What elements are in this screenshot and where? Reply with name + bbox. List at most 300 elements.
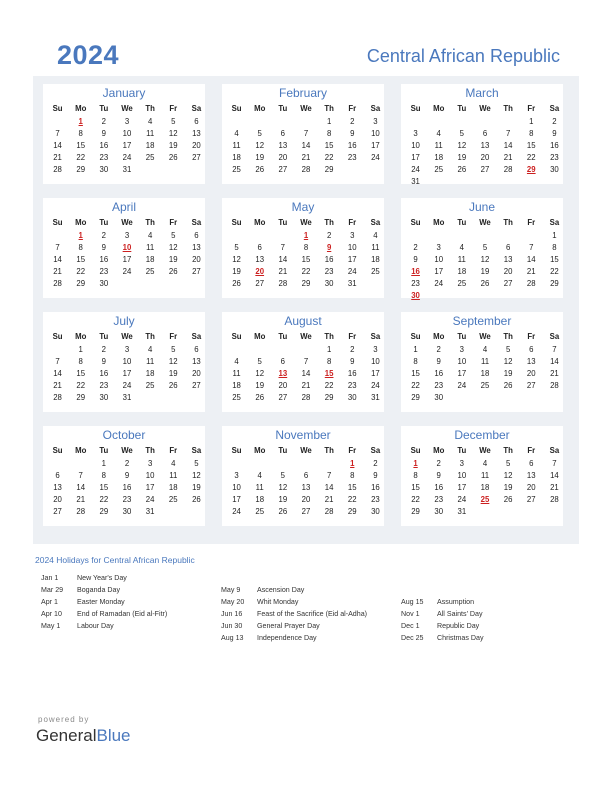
holiday-row	[221, 586, 367, 598]
holiday-date: Dec 25	[401, 634, 424, 643]
week-row	[225, 494, 387, 506]
day-cell: 23	[324, 267, 334, 276]
day-cell: 30	[347, 393, 357, 402]
day-cell: 11	[255, 483, 264, 492]
weekday-label: Tu	[457, 218, 467, 227]
day-cell: 31	[411, 177, 420, 186]
weekday-label: Sa	[549, 218, 560, 227]
day-cell: 18	[480, 369, 490, 378]
weekday-label: Mo	[75, 446, 87, 455]
day-cell	[271, 230, 294, 242]
week-row	[225, 344, 387, 356]
day-cell: 8	[78, 243, 83, 252]
weekday-label: Su	[231, 218, 242, 227]
day-cell	[271, 344, 294, 356]
week-row	[46, 242, 208, 254]
day-cell: 18	[232, 381, 241, 390]
weekday-label: Mo	[433, 104, 445, 113]
weekday-label: We	[121, 104, 133, 113]
day-cell	[450, 290, 473, 302]
day-cell: 3	[124, 345, 130, 354]
weekday-header	[225, 332, 387, 341]
day-cell: 12	[503, 357, 513, 366]
weekday-label: Sa	[370, 104, 381, 113]
week-row	[404, 254, 566, 266]
holiday-day-cell: 20	[255, 267, 265, 276]
day-cell: 29	[347, 507, 357, 516]
day-cell: 15	[301, 255, 311, 264]
day-cell	[185, 278, 208, 290]
weekday-label: Fr	[169, 446, 178, 455]
day-cell: 28	[503, 165, 513, 174]
day-cell: 19	[503, 369, 513, 378]
week-row	[225, 482, 387, 494]
day-cell: 28	[53, 393, 62, 402]
month-february	[222, 84, 384, 184]
week-row	[225, 278, 387, 290]
day-cell: 10	[457, 357, 467, 366]
day-cell: 19	[503, 483, 513, 492]
weekday-label: Su	[231, 104, 242, 113]
day-cell: 17	[411, 153, 420, 162]
weekday-label: Su	[410, 446, 421, 455]
day-cell: 30	[434, 507, 444, 516]
day-cell: 21	[53, 153, 62, 162]
holiday-name: Ascension Day	[257, 586, 305, 594]
day-cell: 22	[526, 153, 536, 162]
day-cell: 2	[350, 345, 355, 354]
week-row	[404, 458, 566, 470]
day-cell: 7	[552, 459, 557, 468]
day-cell: 10	[371, 357, 380, 366]
day-cell: 4	[257, 471, 262, 480]
weekday-label: Th	[145, 332, 155, 341]
day-cell: 3	[413, 129, 418, 138]
day-cell: 5	[482, 243, 488, 252]
day-cell	[427, 116, 450, 128]
day-cell: 2	[436, 345, 441, 354]
weekday-label: We	[479, 332, 491, 341]
day-cell: 31	[457, 507, 467, 516]
day-cell: 15	[76, 255, 86, 264]
holiday-day-cell: 1	[78, 231, 83, 240]
day-cell: 3	[459, 459, 465, 468]
day-cell: 13	[192, 243, 201, 252]
day-cell: 27	[255, 279, 265, 288]
day-cell	[364, 164, 387, 176]
day-cell	[185, 506, 208, 518]
day-cell: 15	[99, 483, 109, 492]
weekday-label: Su	[231, 446, 242, 455]
day-cell: 11	[371, 243, 380, 252]
week-row	[225, 242, 387, 254]
year-title: 2024	[57, 40, 120, 70]
day-cell	[497, 290, 520, 302]
day-cell: 21	[550, 369, 559, 378]
holiday-date: Jan 1	[41, 574, 59, 582]
day-cell: 24	[122, 267, 132, 276]
day-cell: 6	[303, 471, 309, 480]
day-cell: 11	[146, 129, 155, 138]
day-cell	[404, 116, 427, 128]
week-row	[46, 470, 208, 482]
weekday-header	[404, 446, 566, 455]
day-cell	[497, 116, 520, 128]
day-cell: 24	[145, 495, 155, 504]
weekday-label: Sa	[370, 332, 381, 341]
day-cell: 28	[53, 165, 62, 174]
day-cell: 31	[122, 393, 132, 402]
day-cell	[473, 116, 496, 128]
holiday-row	[41, 586, 167, 598]
weekday-label: Tu	[457, 104, 467, 113]
week-row	[225, 128, 387, 140]
day-cell	[225, 458, 248, 470]
day-cell: 1	[326, 117, 332, 126]
weekday-label: We	[479, 446, 491, 455]
day-cell: 27	[53, 507, 62, 516]
day-cell: 8	[529, 129, 534, 138]
day-cell: 23	[434, 495, 444, 504]
weekday-label: Su	[231, 332, 242, 341]
day-cell: 2	[124, 459, 130, 468]
weekday-label: Mo	[433, 446, 445, 455]
brand-general: General	[36, 726, 97, 745]
holiday-row	[221, 622, 367, 634]
day-cell: 17	[371, 369, 380, 378]
weekday-label: Fr	[527, 332, 536, 341]
weekday-label: Tu	[457, 446, 467, 455]
holiday-day-cell: 1	[78, 117, 83, 126]
day-cell: 13	[278, 141, 288, 150]
weekday-label: Fr	[169, 218, 178, 227]
day-cell: 19	[232, 267, 241, 276]
day-cell: 20	[301, 495, 311, 504]
day-cell: 9	[101, 243, 107, 252]
day-cell: 20	[526, 369, 536, 378]
day-cell: 25	[434, 165, 444, 174]
day-cell: 29	[76, 393, 86, 402]
day-cell: 7	[505, 129, 511, 138]
weekday-label: We	[479, 218, 491, 227]
day-cell: 25	[145, 153, 155, 162]
day-cell: 13	[255, 255, 265, 264]
day-cell: 20	[192, 141, 201, 150]
day-cell: 15	[526, 141, 536, 150]
day-cell: 16	[99, 141, 109, 150]
holiday-date: Apr 1	[41, 598, 58, 607]
day-cell: 7	[78, 471, 83, 480]
holiday-column	[221, 586, 367, 646]
day-cell: 3	[436, 243, 441, 252]
day-cell: 29	[411, 393, 420, 402]
day-cell: 21	[526, 267, 536, 276]
day-cell: 25	[145, 381, 155, 390]
day-cell	[139, 278, 162, 290]
day-cell: 2	[101, 117, 107, 126]
day-cell: 3	[234, 471, 239, 480]
day-cell: 28	[550, 495, 559, 504]
day-cell: 8	[413, 357, 418, 366]
holiday-name: Independence Day	[257, 634, 317, 643]
day-cell: 5	[171, 117, 176, 126]
week-row	[404, 164, 566, 176]
day-cell: 6	[55, 471, 60, 480]
day-cell: 2	[350, 117, 355, 126]
day-cell: 28	[278, 279, 288, 288]
day-cell: 12	[255, 141, 265, 150]
day-cell: 17	[457, 483, 467, 492]
day-cell: 1	[413, 345, 418, 354]
day-cell: 26	[255, 165, 265, 174]
day-cell	[341, 164, 364, 176]
holiday-date: May 1	[41, 622, 61, 631]
weekday-label: We	[300, 218, 312, 227]
day-cell: 12	[255, 369, 265, 378]
day-cell: 3	[373, 117, 378, 126]
day-cell: 21	[301, 153, 311, 162]
weekday-label: Fr	[169, 332, 178, 341]
weekday-label: Sa	[191, 332, 202, 341]
day-cell: 14	[550, 471, 559, 480]
day-cell: 22	[99, 495, 109, 504]
weekday-label: Su	[410, 104, 421, 113]
week-row	[404, 176, 566, 188]
day-cell: 27	[526, 381, 536, 390]
weekday-label: Sa	[191, 104, 202, 113]
day-cell	[225, 230, 248, 242]
week-row	[225, 152, 387, 164]
day-cell: 24	[232, 507, 241, 516]
day-cell: 22	[411, 381, 420, 390]
holiday-day-cell: 13	[278, 369, 288, 378]
weekday-label: Th	[503, 446, 513, 455]
day-cell: 18	[480, 483, 490, 492]
week-row	[404, 266, 566, 278]
week-row	[46, 116, 208, 128]
day-cell: 7	[552, 345, 557, 354]
day-cell: 31	[371, 393, 380, 402]
day-cell: 9	[552, 129, 557, 138]
day-cell: 26	[168, 267, 178, 276]
day-cell: 20	[526, 483, 536, 492]
day-cell: 9	[101, 129, 107, 138]
week-row	[404, 380, 566, 392]
day-cell: 11	[169, 471, 178, 480]
day-cell: 13	[192, 129, 201, 138]
day-cell: 22	[324, 153, 334, 162]
day-cell: 17	[347, 255, 357, 264]
month-october	[43, 426, 205, 526]
day-cell: 18	[168, 483, 178, 492]
day-cell: 22	[76, 267, 86, 276]
day-cell	[473, 176, 496, 188]
holiday-name: General Prayer Day	[257, 622, 320, 631]
weekday-label: Sa	[191, 218, 202, 227]
weekday-label: Su	[52, 446, 63, 455]
weekday-label: Mo	[254, 332, 266, 341]
day-cell: 24	[371, 381, 380, 390]
month-name: June	[468, 200, 496, 214]
holiday-name: New Year's Day	[77, 574, 127, 582]
weekday-label: We	[479, 104, 491, 113]
day-cell: 22	[411, 495, 420, 504]
week-row	[404, 470, 566, 482]
day-cell: 15	[76, 141, 86, 150]
holiday-date: May 20	[221, 598, 245, 607]
weekday-label: Mo	[254, 218, 266, 227]
weekday-label: We	[300, 446, 312, 455]
day-cell: 20	[192, 255, 201, 264]
weekday-label: Th	[324, 218, 334, 227]
day-cell	[294, 116, 317, 128]
week-row	[225, 254, 387, 266]
week-row	[46, 368, 208, 380]
day-cell: 19	[168, 141, 178, 150]
holiday-row	[221, 634, 367, 646]
day-cell: 11	[434, 141, 443, 150]
day-cell: 26	[457, 165, 467, 174]
day-cell: 3	[124, 231, 130, 240]
week-row	[404, 128, 566, 140]
day-cell: 16	[371, 483, 380, 492]
day-cell: 27	[192, 381, 201, 390]
day-cell	[162, 278, 185, 290]
day-cell: 15	[347, 483, 357, 492]
day-cell: 1	[552, 231, 557, 240]
day-cell	[543, 290, 566, 302]
day-cell: 25	[168, 495, 178, 504]
day-cell	[520, 230, 543, 242]
day-cell: 5	[257, 357, 262, 366]
day-cell: 2	[101, 345, 107, 354]
month-name: July	[113, 314, 135, 328]
week-row	[225, 458, 387, 470]
day-cell: 6	[194, 345, 199, 354]
day-cell: 26	[168, 153, 178, 162]
day-cell: 4	[373, 231, 378, 240]
day-cell: 16	[434, 369, 444, 378]
day-cell: 17	[122, 369, 132, 378]
holiday-name: End of Ramadan (Eid al-Fitr)	[77, 610, 168, 619]
weekday-label: We	[300, 104, 312, 113]
day-cell	[427, 176, 450, 188]
weekday-label: We	[300, 332, 312, 341]
day-cell	[520, 392, 543, 404]
day-cell: 23	[371, 495, 380, 504]
week-row	[46, 482, 208, 494]
holiday-name: Boganda Day	[77, 586, 120, 595]
day-cell: 7	[55, 129, 60, 138]
day-cell: 20	[503, 267, 513, 276]
day-cell: 5	[505, 345, 511, 354]
week-row	[404, 152, 566, 164]
week-row	[404, 140, 566, 152]
weekday-label: Mo	[75, 104, 87, 113]
day-cell: 8	[326, 357, 332, 366]
weekday-label: Su	[410, 332, 421, 341]
day-cell	[543, 392, 566, 404]
brand-logo[interactable]	[36, 726, 131, 746]
day-cell: 27	[503, 279, 513, 288]
day-cell: 30	[99, 165, 109, 174]
week-row	[46, 266, 208, 278]
week-row	[404, 506, 566, 518]
weekday-label: Mo	[433, 218, 445, 227]
day-cell: 21	[324, 495, 334, 504]
month-name: September	[452, 314, 512, 328]
day-cell	[450, 230, 473, 242]
day-cell: 7	[55, 243, 60, 252]
day-cell	[185, 164, 208, 176]
day-cell: 4	[482, 345, 488, 354]
holiday-date: Jun 16	[221, 610, 243, 619]
month-name: January	[102, 86, 146, 100]
day-cell	[162, 164, 185, 176]
weekday-label: Tu	[278, 446, 288, 455]
day-cell: 30	[371, 507, 380, 516]
week-row	[225, 116, 387, 128]
day-cell: 19	[278, 495, 288, 504]
holiday-date: Aug 13	[221, 634, 244, 643]
weekday-header	[225, 218, 387, 227]
week-row	[46, 140, 208, 152]
day-cell: 16	[550, 141, 559, 150]
weekday-label: Su	[52, 104, 63, 113]
day-cell: 29	[301, 279, 311, 288]
calendar-panel	[33, 76, 579, 544]
day-cell: 2	[413, 243, 418, 252]
holiday-date: May 9	[221, 586, 241, 594]
day-cell: 5	[257, 129, 262, 138]
day-cell: 7	[303, 129, 309, 138]
day-cell: 4	[171, 459, 176, 468]
day-cell	[225, 116, 248, 128]
day-cell: 30	[99, 279, 109, 288]
day-cell: 23	[347, 381, 357, 390]
day-cell: 23	[411, 279, 420, 288]
day-cell: 14	[550, 357, 559, 366]
day-cell: 6	[505, 243, 511, 252]
day-cell: 6	[194, 117, 199, 126]
day-cell	[497, 230, 520, 242]
day-cell	[450, 392, 473, 404]
day-cell: 18	[255, 495, 265, 504]
day-cell: 10	[371, 129, 380, 138]
weekday-header	[404, 218, 566, 227]
day-cell: 27	[278, 393, 288, 402]
day-cell: 10	[122, 357, 132, 366]
day-cell	[520, 506, 543, 518]
brand-blue: Blue	[96, 726, 131, 745]
day-cell	[450, 116, 473, 128]
day-cell: 24	[371, 153, 380, 162]
weekday-label: Su	[52, 332, 63, 341]
day-cell: 12	[232, 255, 241, 264]
day-cell: 23	[347, 153, 357, 162]
day-cell: 8	[413, 471, 418, 480]
weekday-label: Fr	[348, 218, 357, 227]
day-cell: 3	[459, 345, 465, 354]
day-cell	[294, 344, 317, 356]
day-cell: 17	[232, 495, 241, 504]
week-row	[404, 242, 566, 254]
month-name: March	[465, 86, 499, 100]
weekday-label: Tu	[99, 218, 109, 227]
day-cell	[364, 278, 387, 290]
day-cell: 5	[459, 129, 465, 138]
day-cell: 15	[411, 369, 420, 378]
